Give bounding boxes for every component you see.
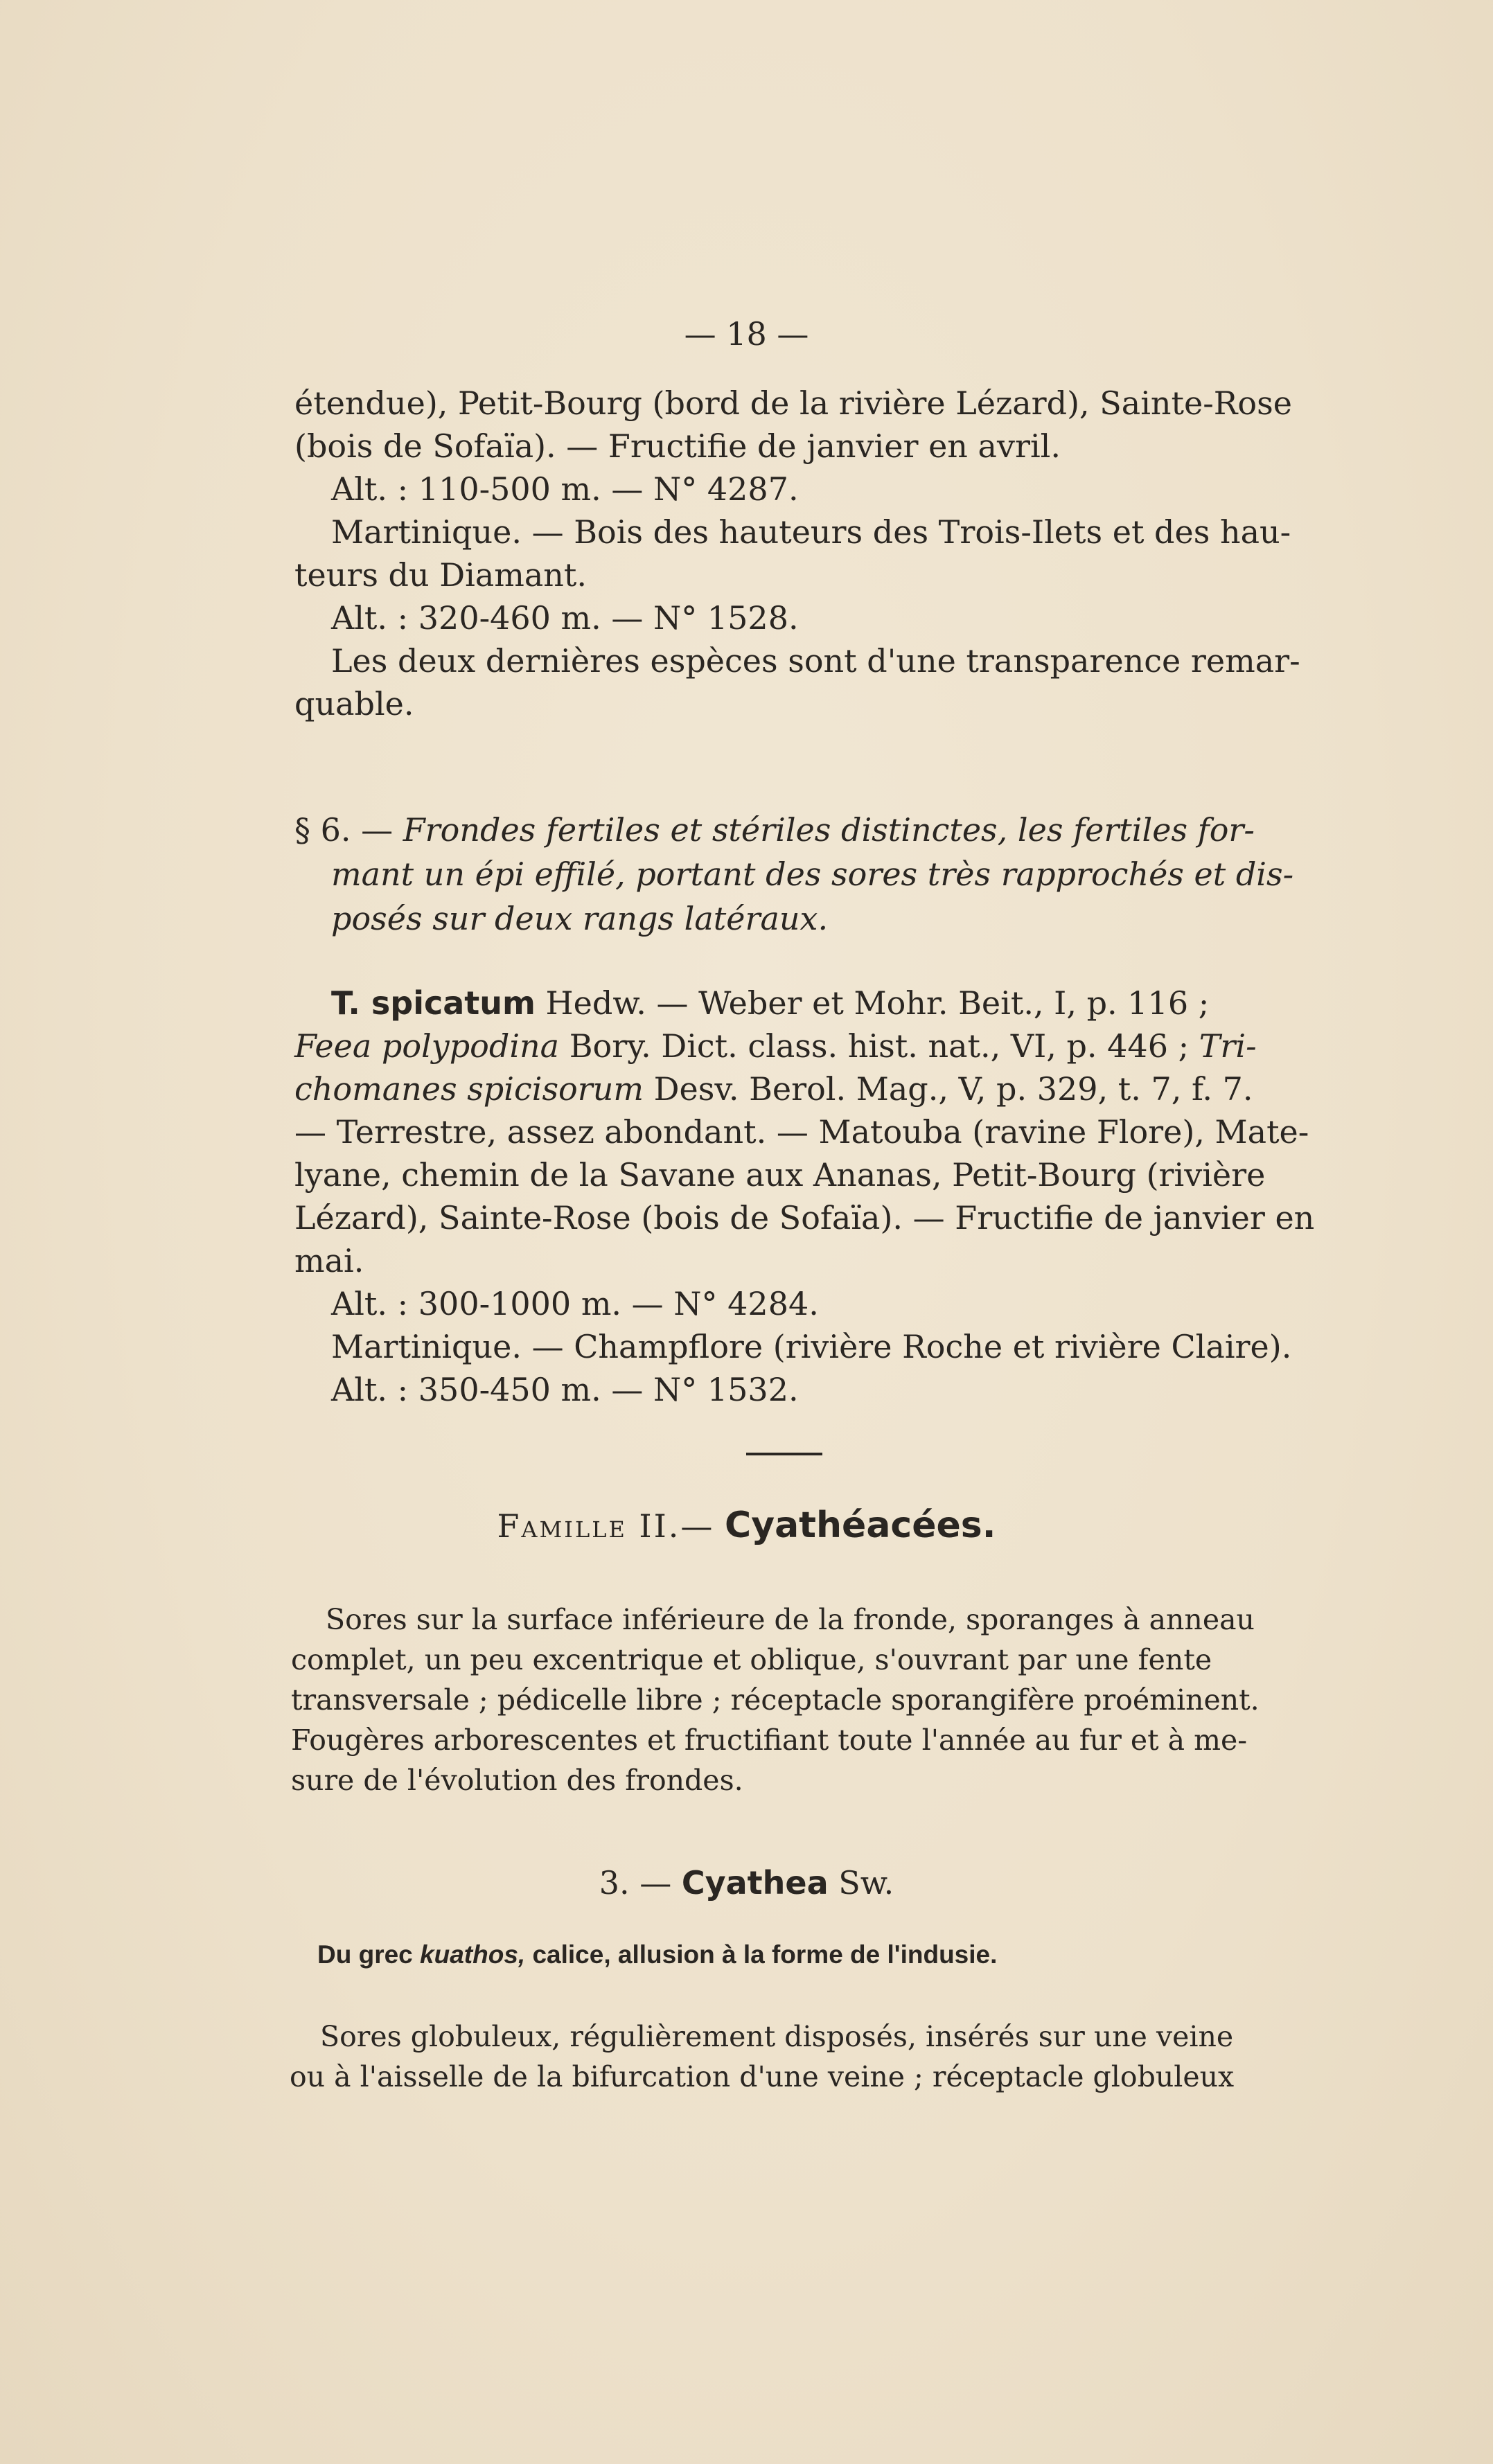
etymology-note [317, 1934, 997, 1976]
etymology-post: calice, allusion à la forme de l'indusie. [525, 1940, 998, 1969]
section-title-cont: posés sur deux rangs latéraux. [331, 900, 829, 937]
synonym-ref: Bory. Dict. class. hist. nat., VI, p. 446 ; [559, 1027, 1199, 1065]
text-line: Lézard), Sainte-Rose (bois de Sofaïa). — Fructifie de janvier en [294, 1199, 1315, 1237]
family-name: Cyathéacées. [725, 1505, 996, 1546]
etymology-word: kuathos, [420, 1940, 526, 1969]
text-line: Alt. : 350-450 m. — N° 1532. [331, 1371, 799, 1408]
section-title: Frondes fertiles et stériles distinctes, les fertiles for- [403, 811, 1255, 849]
family-heading [0, 1505, 1493, 1547]
species-synonym [294, 1068, 1253, 1110]
genus-author: Sw. [828, 1864, 894, 1902]
text-line: Alt. : 110-500 m. — N° 4287. [331, 470, 799, 508]
genus-heading [0, 1862, 1493, 1904]
genus-desc-line: ou à l'aisselle de la bifurcation d'une veine ; réceptacle globuleux [290, 2060, 1235, 2093]
text-line: — Terrestre, assez abondant. — Matouba (ravine Flore), Mate- [294, 1113, 1309, 1151]
text-line: teurs du Diamant. [294, 556, 588, 594]
genus-number: 3. — [599, 1864, 682, 1902]
etymology-pre: Du grec [317, 1940, 421, 1969]
genus-desc-line: Sores globuleux, régulièrement disposés, insérés sur une veine [320, 2020, 1234, 2053]
family-label: Famille II.— [497, 1507, 715, 1545]
genus-name: Cyathea [681, 1864, 829, 1902]
section-number: § 6. — [294, 811, 403, 849]
species-synonym [294, 1025, 1257, 1067]
text-line: Les deux dernières espèces sont d'une transparence remar- [331, 642, 1300, 680]
text-line: Alt. : 320-460 m. — N° 1528. [331, 599, 799, 637]
family-desc-line: Fougères arborescentes et fructifiant toute l'année au fur et à me- [291, 1723, 1248, 1757]
family-desc-line: sure de l'évolution des frondes. [291, 1764, 743, 1797]
text-line: étendue), Petit-Bourg (bord de la rivière Lézard), Sainte-Rose [294, 384, 1292, 422]
synonym-name: Tri- [1199, 1027, 1257, 1065]
species-ref: Hedw. — Weber et Mohr. Beit., I, p. 116 ; [535, 984, 1210, 1022]
species-name: T. spicatum [331, 984, 536, 1022]
text-line: mai. [294, 1242, 364, 1279]
family-desc-line: Sores sur la surface inférieure de la fronde, sporanges à anneau [326, 1603, 1255, 1636]
text-line: quable. [294, 685, 414, 723]
section-6-heading [294, 809, 1255, 851]
text-line: Alt. : 300-1000 m. — N° 4284. [331, 1285, 819, 1322]
text-line: lyane, chemin de la Savane aux Ananas, Petit-Bourg (rivière [294, 1156, 1266, 1194]
section-divider [746, 1453, 822, 1455]
section-title-cont: mant un épi effilé, portant des sores très rapprochés et dis- [331, 856, 1294, 893]
species-entry [331, 982, 1209, 1024]
synonym-name: chomanes spicisorum [294, 1070, 644, 1108]
text-line: Martinique. — Champflore (rivière Roche et rivière Claire). [331, 1328, 1292, 1365]
synonym-name: Feea polypodina [294, 1027, 560, 1065]
family-desc-line: complet, un peu excentrique et oblique, s'ouvrant par une fente [291, 1643, 1212, 1676]
text-line: Martinique. — Bois des hauteurs des Trois-Ilets et des hau- [331, 513, 1291, 551]
family-desc-line: transversale ; pédicelle libre ; réceptacle sporangifère proéminent. [291, 1683, 1260, 1717]
text-line: (bois de Sofaïa). — Fructifie de janvier en avril. [294, 427, 1061, 465]
synonym-ref: Desv. Berol. Mag., V, p. 329, t. 7, f. 7. [643, 1070, 1253, 1108]
page-number: — 18 — [684, 315, 809, 353]
